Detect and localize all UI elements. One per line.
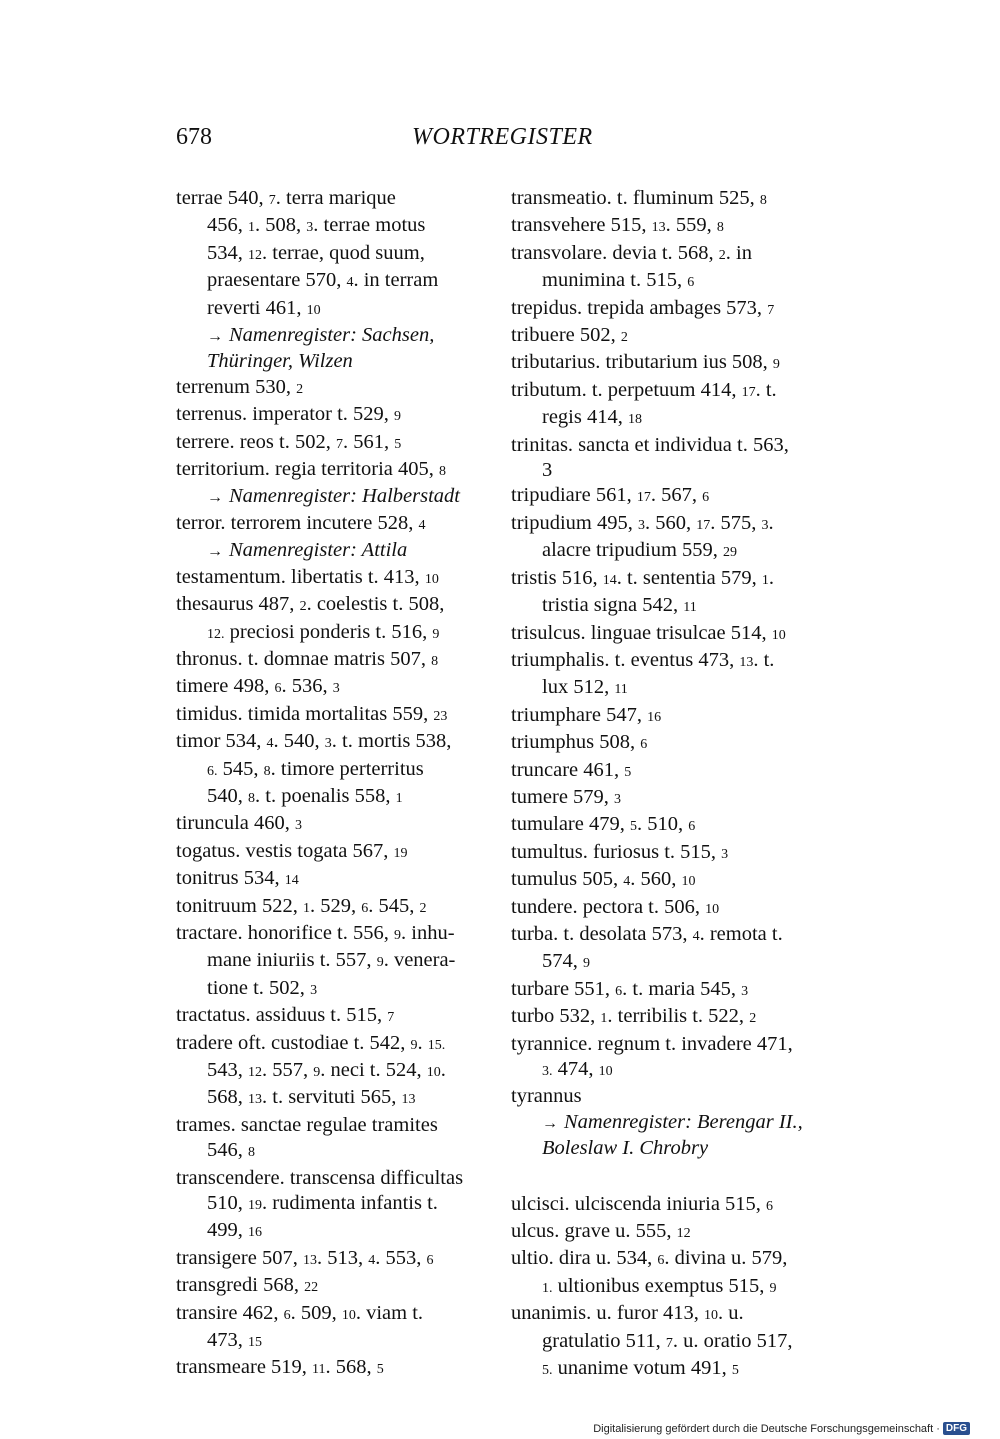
index-entry — [176, 186, 488, 323]
index-entry — [511, 213, 823, 240]
cross-reference-line: Thüringer, Wilzen — [207, 350, 353, 373]
entry-headword-line: ultio. dira u. 534, 6. divina u. 579, — [511, 1247, 788, 1270]
index-entry — [176, 592, 488, 647]
entry-continuation-line: 499, 16 — [207, 1219, 262, 1242]
index-entry — [176, 402, 488, 429]
index-entry — [511, 621, 823, 648]
index-entry — [176, 1031, 488, 1113]
entry-headword-line: triumphus 508, 6 — [511, 731, 648, 754]
index-entry — [511, 323, 823, 350]
entry-headword-line: transire 462, 6. 509, 10. viam t. — [176, 1301, 424, 1324]
index-entry — [176, 839, 488, 866]
cross-reference-line: → Namenregister: Sachsen, — [207, 324, 435, 347]
entry-headword-line: transigere 507, 13. 513, 4. 553, 6 — [176, 1246, 434, 1269]
running-head: WORTREGISTER — [412, 124, 593, 150]
index-entry — [511, 648, 823, 703]
entry-headword-line: triumphalis. t. eventus 473, 13. t. — [511, 648, 775, 671]
entry-headword-line: ulcisci. ulciscenda iniuria 515, 6 — [511, 1192, 774, 1215]
index-entry — [511, 566, 823, 621]
entry-continuation-line: 574, 9 — [542, 950, 590, 973]
cross-reference-line: Boleslaw I. Chrobry — [542, 1137, 709, 1160]
index-entry — [176, 457, 488, 484]
index-entry — [511, 758, 823, 785]
entry-headword-line: transmeatio. t. fluminum 525, 8 — [511, 187, 767, 209]
index-entry — [511, 812, 823, 839]
entry-headword-line: tiruncula 460, 3 — [176, 812, 302, 835]
index-entry — [176, 647, 488, 674]
entry-continuation-line: tristia signa 542, 11 — [542, 594, 697, 617]
index-entry — [176, 1355, 488, 1382]
entry-headword-line: tractatus. assiduus t. 515, 7 — [176, 1004, 395, 1027]
index-entry — [176, 1301, 488, 1356]
entry-headword-line: tyrannus — [511, 1085, 582, 1108]
entry-headword-line: trinitas. sancta et individua t. 563, — [511, 433, 789, 456]
entry-headword-line: transvehere 515, 13. 559, 8 — [511, 214, 724, 237]
index-entry — [511, 1084, 823, 1109]
index-entry — [176, 674, 488, 701]
arrow-right-icon: → — [207, 489, 223, 507]
entry-headword-line: tumere 579, 3 — [511, 785, 622, 808]
index-entry — [511, 730, 823, 757]
entry-headword-line: timor 534, 4. 540, 3. t. mortis 538, — [176, 730, 452, 753]
index-entry — [511, 703, 823, 730]
entry-headword-line: truncare 461, 5 — [511, 758, 632, 781]
index-entry — [511, 1301, 823, 1383]
entry-headword-line: turba. t. desolata 573, 4. remota t. — [511, 922, 783, 945]
cross-reference — [176, 323, 488, 375]
entry-headword-line: thronus. t. domnae matris 507, 8 — [176, 647, 439, 670]
cross-reference-line: → Namenregister: Berengar II., — [542, 1110, 803, 1133]
index-column-right — [511, 186, 823, 1383]
cross-reference-line: → Namenregister: Halberstadt — [207, 485, 460, 508]
index-entry — [176, 866, 488, 893]
index-entry — [511, 241, 823, 296]
index-column-left — [176, 186, 488, 1383]
cross-reference — [511, 1110, 823, 1162]
entry-continuation-line: 3 — [542, 459, 553, 482]
entry-continuation-line: 546, 8 — [207, 1139, 255, 1162]
entry-headword-line: triumphare 547, 16 — [511, 703, 662, 726]
page-number: 678 — [176, 124, 212, 150]
entry-headword-line: tumulus 505, 4. 560, 10 — [511, 868, 696, 891]
arrow-right-icon: → — [207, 543, 223, 561]
entry-headword-line: tributum. t. perpetuum 414, 17. t. — [511, 378, 777, 401]
entry-headword-line: terrae 540, 7. terra marique — [176, 187, 396, 209]
entry-headword-line: testamentum. libertatis t. 413, 10 — [176, 565, 439, 588]
entry-headword-line: turbare 551, 6. t. maria 545, 3 — [511, 977, 749, 1000]
entry-headword-line: togatus. vestis togata 567, 19 — [176, 839, 408, 862]
entry-headword-line: thesaurus 487, 2. coelestis t. 508, — [176, 593, 445, 616]
entry-continuation-line: 5. unanime votum 491, 5 — [542, 1357, 739, 1380]
footer-credit — [593, 1422, 970, 1435]
entry-headword-line: terrenus. imperator t. 529, 9 — [176, 403, 402, 426]
index-entry — [176, 921, 488, 1003]
cross-reference-line: → Namenregister: Attila — [207, 539, 408, 562]
entry-headword-line: ulcus. grave u. 555, 12 — [511, 1220, 691, 1243]
index-entry — [511, 895, 823, 922]
entry-headword-line: tonitrus 534, 14 — [176, 867, 299, 890]
index-entry — [176, 1003, 488, 1030]
entry-headword-line: tumultus. furiosus t. 515, 3 — [511, 840, 729, 863]
index-entry — [176, 1246, 488, 1273]
entry-continuation-line: 456, 1. 508, 3. terrae motus — [207, 214, 426, 237]
letter-section-gap — [511, 1162, 823, 1192]
entry-headword-line: unanimis. u. furor 413, 10. u. — [511, 1302, 744, 1325]
index-entry — [176, 894, 488, 921]
entry-headword-line: tradere oft. custodiae t. 542, 9. 15. — [176, 1031, 446, 1054]
index-entry — [511, 1246, 823, 1301]
index-entry — [176, 702, 488, 729]
cross-reference — [176, 484, 488, 510]
index-entry — [176, 1113, 488, 1166]
entry-continuation-line: 568, 13. t. servituti 565, 13 — [207, 1086, 416, 1109]
entry-continuation-line: regis 414, 18 — [542, 406, 642, 429]
entry-continuation-line: 543, 12. 557, 9. neci t. 524, 10. — [207, 1059, 446, 1081]
entry-headword-line: terrere. reos t. 502, 7. 561, 5 — [176, 430, 402, 453]
entry-continuation-line: 6. 545, 8. timore perterritus — [207, 757, 424, 780]
index-entry — [176, 1166, 488, 1246]
entry-headword-line: tripudiare 561, 17. 567, 6 — [511, 484, 710, 507]
dfg-logo: DFG — [943, 1422, 970, 1435]
index-entry — [511, 433, 823, 484]
entry-headword-line: transvolare. devia t. 568, 2. in — [511, 241, 752, 264]
entry-continuation-line: alacre tripudium 559, 29 — [542, 539, 738, 562]
entry-headword-line: turbo 532, 1. terribilis t. 522, 2 — [511, 1005, 757, 1028]
entry-headword-line: transmeare 519, 11. 568, 5 — [176, 1356, 384, 1379]
entry-headword-line: terrenum 530, 2 — [176, 375, 304, 398]
entry-continuation-line: munimina t. 515, 6 — [542, 269, 695, 292]
index-entry — [176, 1273, 488, 1300]
index-entry — [176, 565, 488, 592]
entry-headword-line: tributarius. tributarium ius 508, 9 — [511, 351, 780, 374]
entry-continuation-line: 3. 474, 10 — [542, 1058, 613, 1080]
entry-headword-line: tristis 516, 14. t. sententia 579, 1. — [511, 566, 775, 589]
entry-headword-line: terror. terrorem incutere 528, 4 — [176, 511, 426, 534]
index-entry — [511, 1219, 823, 1246]
index-entry — [176, 511, 488, 538]
index-entry — [511, 511, 823, 566]
footer-text: Digitalisierung gefördert durch die Deutsche Forschungsgemeinschaft · — [593, 1422, 940, 1435]
entry-headword-line: transgredi 568, 22 — [176, 1274, 319, 1297]
index-entry — [511, 296, 823, 323]
index-entry — [511, 867, 823, 894]
entry-headword-line: trames. sanctae regulae tramites — [176, 1113, 438, 1136]
entry-continuation-line: 540, 8. t. poenalis 558, 1 — [207, 784, 403, 807]
entry-headword-line: tonitruum 522, 1. 529, 6. 545, 2 — [176, 894, 427, 917]
entry-continuation-line: praesentare 570, 4. in terram — [207, 269, 439, 292]
index-entry — [511, 483, 823, 510]
index-entry — [176, 729, 488, 811]
index-entry — [176, 375, 488, 402]
entry-headword-line: trisulcus. linguae trisulcae 514, 10 — [511, 621, 786, 644]
entry-headword-line: tractare. honorifice t. 556, 9. inhu- — [176, 921, 455, 944]
entry-headword-line: territorium. regia territoria 405, 8 — [176, 458, 446, 481]
entry-headword-line: tripudium 495, 3. 560, 17. 575, 3. — [511, 511, 774, 534]
index-entry — [511, 922, 823, 977]
entry-headword-line: transcendere. transcensa difficultas — [176, 1166, 464, 1189]
entry-headword-line: timidus. timida mortalitas 559, 23 — [176, 702, 448, 725]
entry-continuation-line: tione t. 502, 3 — [207, 976, 318, 999]
entry-continuation-line: gratulatio 511, 7. u. oratio 517, — [542, 1329, 793, 1352]
index-entry — [511, 186, 823, 213]
index-entry — [511, 1032, 823, 1085]
entry-continuation-line: 12. preciosi ponderis t. 516, 9 — [207, 620, 440, 643]
index-entry — [511, 1004, 823, 1031]
arrow-right-icon: → — [207, 328, 223, 346]
index-entry — [511, 1192, 823, 1219]
index-entry — [511, 785, 823, 812]
index-entry — [511, 378, 823, 433]
entry-continuation-line: 1. ultionibus exemptus 515, 9 — [542, 1274, 777, 1297]
entry-headword-line: tyrannice. regnum t. invadere 471, — [511, 1032, 793, 1055]
entry-headword-line: tumulare 479, 5. 510, 6 — [511, 813, 696, 836]
entry-continuation-line: reverti 461, 10 — [207, 296, 321, 319]
entry-headword-line: tundere. pectora t. 506, 10 — [511, 895, 720, 918]
entry-continuation-line: mane iniuriis t. 557, 9. venera- — [207, 949, 456, 972]
index-entry — [511, 977, 823, 1004]
arrow-right-icon: → — [542, 1114, 558, 1132]
entry-continuation-line: 473, 15 — [207, 1329, 262, 1352]
entry-headword-line: tribuere 502, 2 — [511, 324, 628, 347]
entry-continuation-line: 534, 12. terrae, quod suum, — [207, 241, 425, 264]
entry-headword-line: timere 498, 6. 536, 3 — [176, 675, 340, 698]
cross-reference — [176, 538, 488, 564]
entry-continuation-line: lux 512, 11 — [542, 676, 628, 699]
index-entry — [511, 840, 823, 867]
index-entry — [176, 430, 488, 457]
index-entry — [176, 811, 488, 838]
entry-continuation-line: 510, 19. rudimenta infantis t. — [207, 1192, 438, 1215]
entry-headword-line: trepidus. trepida ambages 573, 7 — [511, 296, 775, 319]
index-entry — [511, 350, 823, 377]
